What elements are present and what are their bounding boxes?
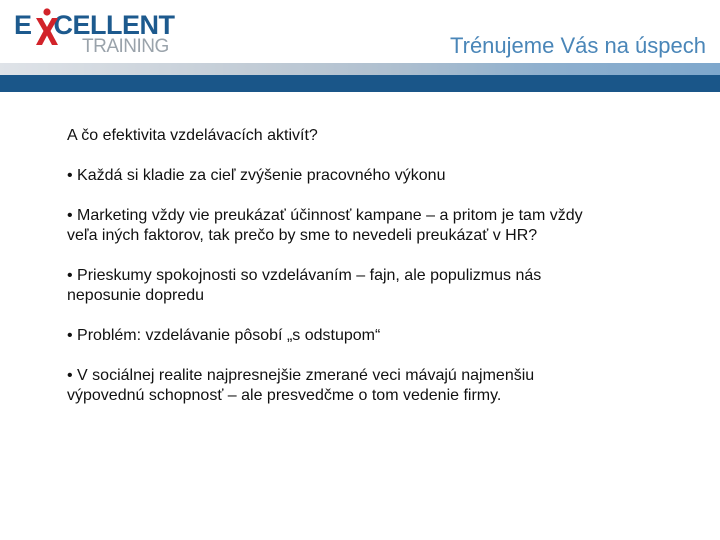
logo-training-text: TRAINING — [82, 36, 169, 57]
slide-tagline: Trénujeme Vás na úspech — [450, 33, 706, 58]
bullet-item: • V sociálnej realite najpresnejšie zmerané veci mávajú najmenšiu výpovednú schopnosť – ale presvedčme o tom vedenie firmy. — [67, 367, 535, 404]
bullet-item: • Marketing vždy vie preukázať účinnosť kampane – a pritom je tam vždy veľa iných faktorov, tak prečo by sme to nevedeli preukázať v HR? — [67, 207, 583, 244]
slide-header — [0, 0, 720, 92]
slide-body — [67, 126, 587, 426]
bullet-item: • Prieskumy spokojnosti so vzdelávaním – fajn, ale populizmus nás neposunie dopredu — [67, 267, 542, 304]
header-band-gradient — [0, 63, 720, 75]
header-band-dark — [0, 75, 720, 92]
excellent-training-logo — [14, 8, 174, 64]
slide-question: A čo efektivita vzdelávacích aktivít? — [67, 127, 318, 144]
logo-letter-e: E — [14, 10, 32, 40]
header-band — [0, 63, 720, 92]
logo-x-figure-icon — [34, 8, 60, 46]
bullet-item: • Problém: vzdelávanie pôsobí „s odstupom“ — [67, 327, 381, 344]
bullet-item: • Každá si kladie za cieľ zvýšenie pracovného výkonu — [67, 167, 446, 184]
logo-wordmark-rest: CELLENT — [53, 10, 175, 40]
